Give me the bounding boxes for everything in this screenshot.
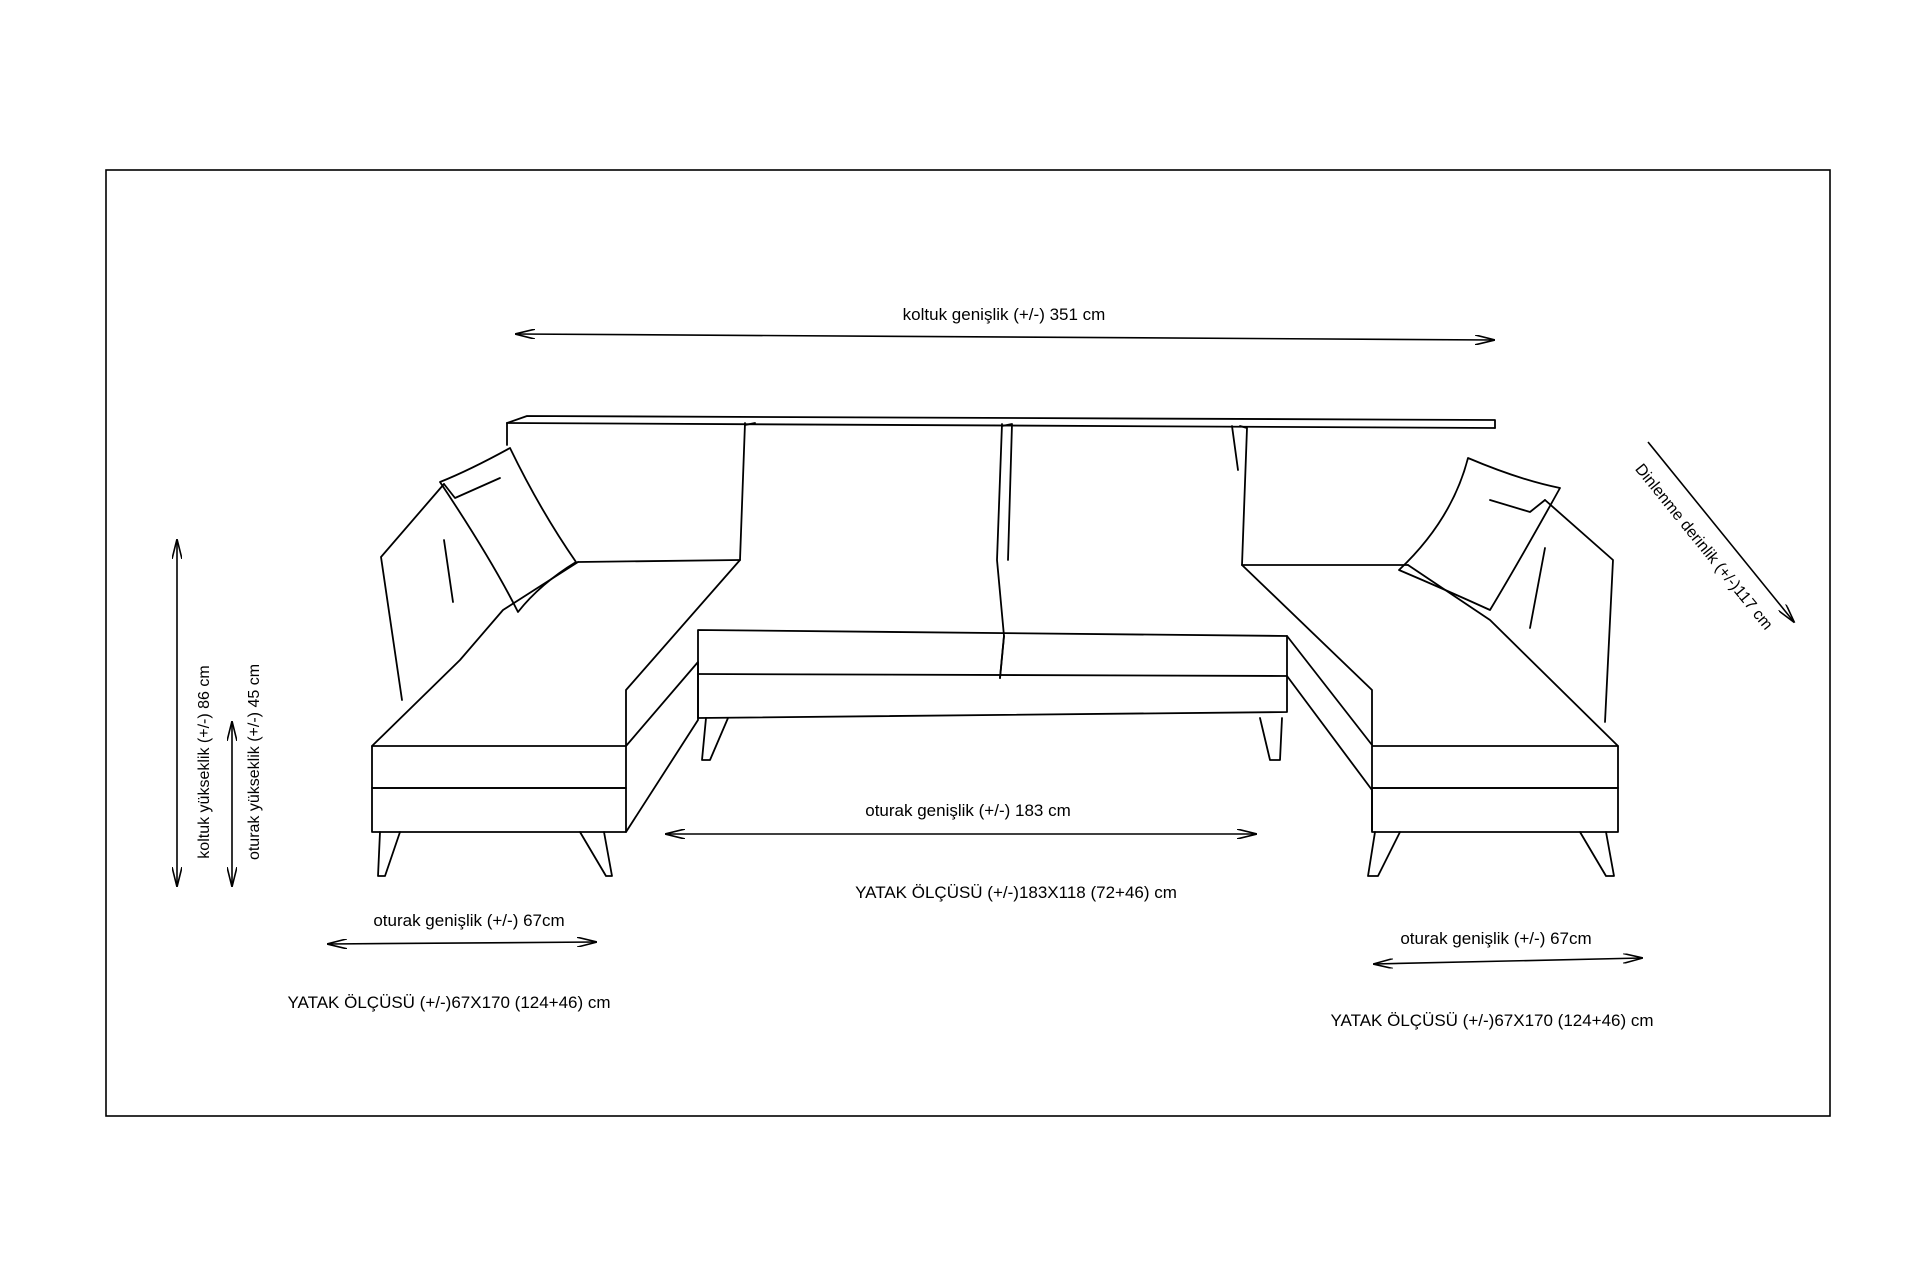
right-seat-width-arrow <box>1374 958 1642 964</box>
height-label: koltuk yükseklik (+/-) 86 cm <box>196 665 213 859</box>
left-seat-width-label: oturak genişlik (+/-) 67cm <box>373 911 565 930</box>
depth-label: Dinlenme derinlik (+/-)117 cm <box>1631 460 1776 634</box>
right-bed-size-label: YATAK ÖLÇÜSÜ (+/-)67X170 (124+46) cm <box>1330 1011 1654 1030</box>
right-pillow <box>1399 458 1560 610</box>
width-arrow <box>516 334 1494 340</box>
seat-height-label: oturak yükseklik (+/-) 45 cm <box>246 663 263 861</box>
left-seat-width-arrow <box>328 942 596 944</box>
right-seat-width-label: oturak genişlik (+/-) 67cm <box>1400 929 1592 948</box>
depth-arrow <box>1648 442 1794 622</box>
width-label: koltuk genişlik (+/-) 351 cm <box>902 305 1106 324</box>
center-bed-size-label: YATAK ÖLÇÜSÜ (+/-)183X118 (72+46) cm <box>855 883 1177 902</box>
center-seat-width-label: oturak genişlik (+/-) 183 cm <box>865 801 1071 820</box>
left-pillow <box>440 448 576 612</box>
left-bed-size-label: YATAK ÖLÇÜSÜ (+/-)67X170 (124+46) cm <box>287 993 611 1012</box>
